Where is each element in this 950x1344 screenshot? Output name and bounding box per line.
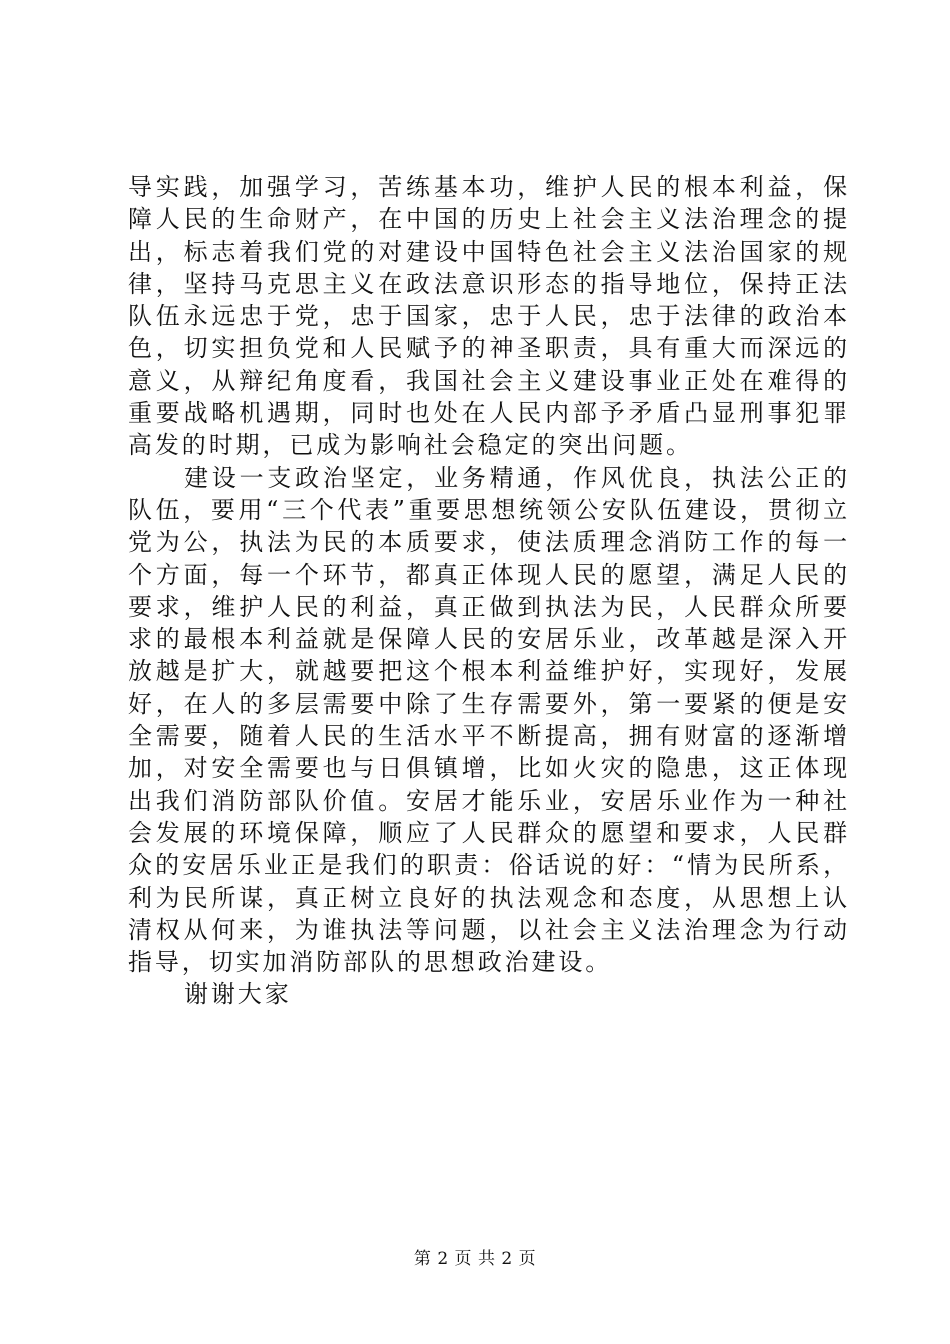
closing-line: 谢谢大家 [184,980,292,1009]
paragraph-2: 建设一支政治坚定，业务精通，作风优良，执法公正的队伍，要用“三个代表”重要思想统领公安队伍建设，贯彻立党为公，执法为民的本质要求，使法质理念消防工作的每一个方面，每一个环节，都真正体现人民的愿望，满足人民的要求，维护人民的利益，真正做到执法为民，人民群众所要求的最根本利益就是保障人民的安居乐业，改革越是深入开放越是扩大，就越要把这个根本利益维护好，实现好，发展好，在人的多层需要中除了生存需要外，第一要紧的便是安全需要，随着人民的生活水平不断提高，拥有财富的逐渐增加，对安全需要也与日俱镇增，比如火灾的隐患，这正体现出我们消防部队价值。安居才能乐业，安居乐业作为一种社会发展的环境保障，顺应了人民群众的愿望和要求，人民群众的安居乐业正是我们的职责：俗话说的好：“情为民所系，利为民所谋，真正树立良好的执法观念和态度，从思想上认清权从何来，为谁执法等问题，以社会主义法治理念为行动指导，切实加消防部队的思想政治建设。 [128,463,850,977]
paragraph-1: 导实践，加强学习，苦练基本功，维护人民的根本利益，保障人民的生命财产，在中国的历史上社会主义法治理念的提出，标志着我们党的对建设中国特色社会主义法治国家的规律，坚持马克思主义在政法意识形态的指导地位，保持正法队伍永远忠于党，忠于国家，忠于人民，忠于法律的政治本色，切实担负党和人民赋予的神圣职责，具有重大而深远的意义，从辩纪角度看，我国社会主义建设事业正处在难得的重要战略机遇期，同时也处在人民内部予矛盾凸显刑事犯罪高发的时期，已成为影响社会稳定的突出问题。 [128,173,850,460]
page-footer: 第 2 页 共 2 页 [413,1249,537,1269]
document-body [128,171,850,1011]
